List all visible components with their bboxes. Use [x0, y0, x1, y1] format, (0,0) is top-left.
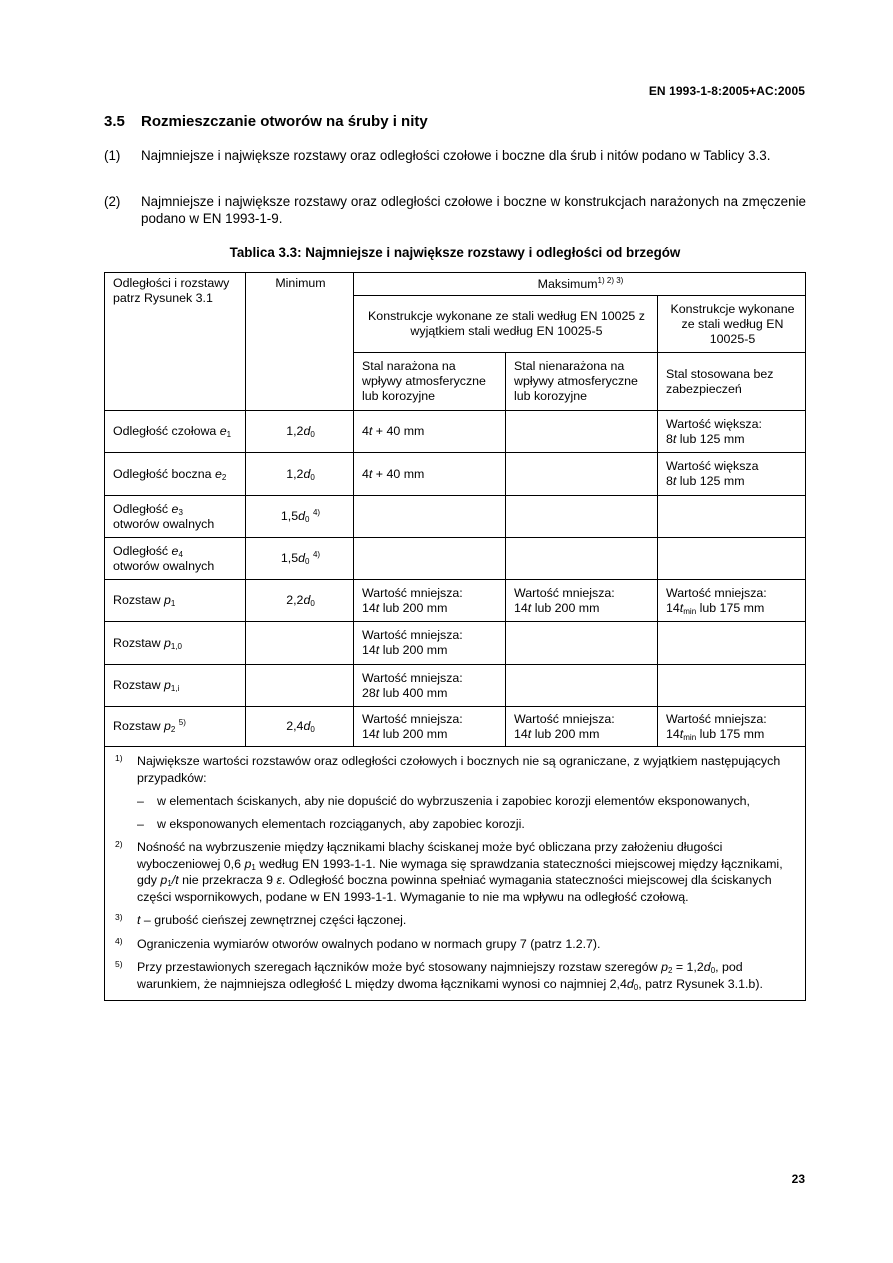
paragraph-text: Najmniejsze i największe rozstawy oraz odległości czołowe i boczne w konstrukcjach narażonych na zmęczenie podano w EN 1993-1-9. [141, 194, 806, 226]
row-max-unprotected: Wartość większa 8t lub 125 mm [658, 453, 806, 496]
row-label: Odległość $e_4$ otworów owalnych [105, 538, 246, 580]
footnote-4: 4) Ograniczenia wymiarów otworów owalnych podano w normach grupy 7 (patrz 1.2.7). [115, 935, 601, 951]
row-minimum: $1,5d_0$ $^{4)}$ [246, 538, 354, 580]
row-max-unprotected [658, 622, 806, 665]
row-max-unprotected: Wartość mniejsza: $14t_{min}$ lub 175 mm [658, 707, 806, 747]
footnote-3: 3) t – grubość cieńszej zewnętrznej części łączonej. [115, 912, 407, 927]
row-minimum: $1,2d_0$ [246, 411, 354, 453]
row-minimum: $1,2d_0$ [246, 453, 354, 496]
row-max-unprotected [658, 496, 806, 538]
table-footnotes [105, 747, 806, 1001]
row-max-exposed: 4t + 40 mm [354, 453, 506, 496]
header-maximum [354, 273, 806, 296]
section-title: Rozmieszczanie otworów na śruby i nity [141, 113, 428, 130]
spacing-table [104, 272, 806, 1001]
row-max-exposed: Wartość mniejsza: 14t lub 200 mm [354, 580, 506, 622]
header-steel-en10025-5: Konstrukcje wykonane ze stali według EN 10025-5 [658, 296, 806, 353]
table-row [105, 453, 806, 496]
row-label: Rozstaw $p_2$ $^{5)}$ [105, 707, 246, 747]
footnotes-row [105, 747, 806, 1001]
table-row [105, 580, 806, 622]
table-caption: Tablica 3.3: Najmniejsze i największe rozstawy i odległości od brzegów [229, 245, 681, 260]
row-max-exposed: Wartość mniejsza: 28t lub 400 mm [354, 665, 506, 707]
table-row [105, 622, 806, 665]
footnote-1: 1) Największe wartości rozstawów oraz odległości czołowych i bocznych nie są ograniczane, z wyjątkiem następujących przypadków: [115, 753, 781, 785]
row-max-unprotected [658, 665, 806, 707]
row-max-exposed: Wartość mniejsza: 14t lub 200 mm [354, 707, 506, 747]
row-minimum: $2,4d_0$ [246, 707, 354, 747]
row-label: Rozstaw $p_{1,0}$ [105, 622, 246, 665]
row-minimum: $2,2d_0$ [246, 580, 354, 622]
footnote-1-item: – w elementach ściskanych, aby nie dopuścić do wybrzuszenia i zapobiec korozji elementów eksponowanych, [137, 794, 750, 808]
row-label: Rozstaw $p_1$ [105, 580, 246, 622]
header-steel-en10025: Konstrukcje wykonane ze stali według EN 10025 z wyjątkiem stali według EN 10025-5 [354, 296, 658, 353]
header-maximum-label: Maksimum [537, 276, 598, 291]
row-max-exposed: 4t + 40 mm [354, 411, 506, 453]
header-distances: Odległości i rozstawy patrz Rysunek 3.1 [105, 273, 246, 411]
row-max-exposed [354, 538, 506, 580]
row-max-exposed [354, 496, 506, 538]
row-max-not-exposed [506, 496, 658, 538]
row-minimum [246, 665, 354, 707]
table-row [105, 707, 806, 747]
row-label: Odległość $e_3$ otworów owalnych [105, 496, 246, 538]
row-label: Odległość czołowa $e_1$ [105, 411, 246, 453]
header-minimum: Minimum [246, 273, 354, 411]
header-not-exposed: Stal nienarażona na wpływy atmosferyczne lub korozyjne [506, 353, 658, 411]
section-heading [104, 113, 428, 130]
row-max-not-exposed [506, 622, 658, 665]
header-maximum-footnotes: 1) 2) 3) [597, 275, 624, 285]
paragraph-text: Najmniejsze i największe rozstawy oraz odległości czołowe i boczne dla śrub i nitów podano w Tablicy 3.3. [141, 148, 771, 163]
row-max-not-exposed: Wartość mniejsza: 14t lub 200 mm [506, 707, 658, 747]
table-row [105, 538, 806, 580]
row-label: Rozstaw $p_{1,i}$ [105, 665, 246, 707]
table-row [105, 496, 806, 538]
row-max-unprotected [658, 538, 806, 580]
footnote-1-item: – w eksponowanych elementach rozciąganych, aby zapobiec korozji. [137, 817, 525, 831]
page-number: 23 [791, 1172, 805, 1186]
row-max-not-exposed [506, 538, 658, 580]
table-row [105, 665, 806, 707]
paragraph-1 [104, 147, 806, 164]
row-label: Odległość boczna $e_2$ [105, 453, 246, 496]
row-max-unprotected: Wartość większa: 8t lub 125 mm [658, 411, 806, 453]
row-minimum: $1,5d_0$ $^{4)}$ [246, 496, 354, 538]
row-max-not-exposed [506, 453, 658, 496]
row-max-exposed: Wartość mniejsza: 14t lub 200 mm [354, 622, 506, 665]
footnote-5: 5) Przy przestawionych szeregach łączników może być stosowany najmniejszy rozstaw szeregów $p_2 = 1,2d_0$, pod warunkiem, że najmniejsza odległość L między dwoma łącznikami wynosi co najmniej $2,4d_0$, patrz Rysunek 3.1.b). [115, 959, 763, 992]
row-max-not-exposed [506, 665, 658, 707]
row-minimum [246, 622, 354, 665]
row-max-unprotected: Wartość mniejsza: $14t_{min}$ lub 175 mm [658, 580, 806, 622]
table-row [105, 411, 806, 453]
row-max-not-exposed [506, 411, 658, 453]
header-unprotected: Stal stosowana bez zabezpieczeń [658, 353, 806, 411]
header-exposed: Stal narażona na wpływy atmosferyczne lub korozyjne [354, 353, 506, 411]
row-max-not-exposed: Wartość mniejsza: 14t lub 200 mm [506, 580, 658, 622]
paragraph-number: (1) [104, 148, 121, 163]
standard-reference: EN 1993-1-8:2005+AC:2005 [648, 84, 805, 98]
section-number: 3.5 [104, 113, 125, 130]
footnote-2: 2) Nośność na wybrzuszenie między łącznikami blachy ściskanej może być obliczana przy założeniu długości wyboczeniowej 0,6 $p_1$ według EN 1993-1-1. Nie wymaga się sprawdzania stateczności miejscowej między łącznikami, gdy $p_1/t$ nie przekracza 9 ε. Odległość boczna powinna spełniać wymagania stateczności miejscowej dla ściskanych części wspornikowych, podane w EN 1993-1-1. Wymaganie to nie ma wpływu na odległość czołową. [115, 839, 783, 904]
paragraph-2 [104, 193, 806, 227]
paragraph-number: (2) [104, 194, 121, 209]
